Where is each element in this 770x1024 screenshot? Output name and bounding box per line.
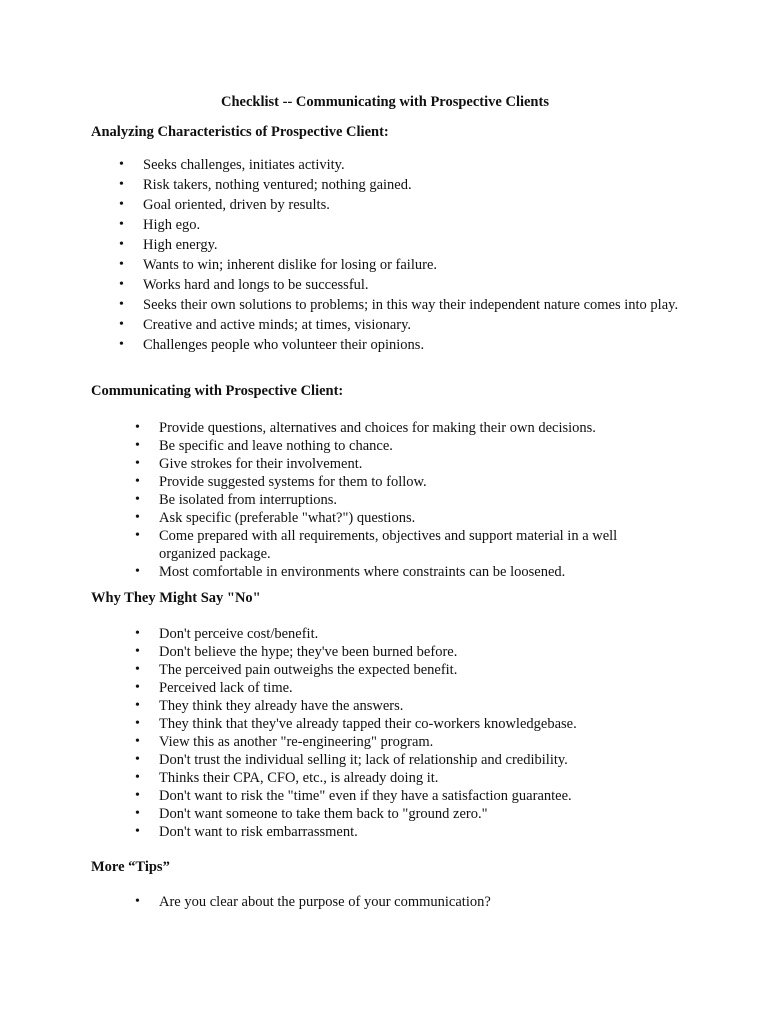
bullet-icon: • [135, 420, 140, 435]
section-heading-why-no: Why They Might Say "No" [91, 590, 261, 606]
list-item [119, 236, 683, 254]
list-item-text: Risk takers, nothing ventured; nothing gained. [143, 177, 412, 193]
bullet-icon: • [135, 716, 140, 731]
bullet-icon: • [135, 528, 140, 543]
list-item-text: Ask specific (preferable "what?") questions. [159, 510, 416, 526]
list-item-text: Be specific and leave nothing to chance. [159, 438, 393, 454]
list-item [135, 437, 659, 455]
list-item-text: Don't want to risk the "time" even if they have a satisfaction guarantee. [159, 788, 572, 804]
list-item [119, 336, 683, 354]
bullet-icon: • [135, 474, 140, 489]
list-item-text: Don't want someone to take them back to "ground zero." [159, 806, 488, 822]
list-item [135, 679, 679, 697]
bullet-icon: • [135, 894, 140, 909]
bullet-icon: • [135, 788, 140, 803]
list-item-text: Don't trust the individual selling it; lack of relationship and credibility. [159, 752, 568, 768]
list-item-text: Wants to win; inherent dislike for losing or failure. [143, 257, 438, 273]
list-item [135, 715, 679, 733]
list-item-text: Seeks challenges, initiates activity. [143, 157, 345, 173]
bullet-icon: • [119, 277, 124, 292]
list-item-text: They think that they've already tapped their co-workers knowledgebase. [159, 716, 577, 732]
list-item [135, 509, 659, 527]
list-item-text: Don't perceive cost/benefit. [159, 626, 319, 642]
bullet-icon: • [119, 317, 124, 332]
bullet-icon: • [135, 806, 140, 821]
list-item-text: The perceived pain outweighs the expected benefit. [159, 662, 458, 678]
section-heading-characteristics: Analyzing Characteristics of Prospective Client: [91, 124, 389, 140]
list-item [135, 769, 679, 787]
bullet-icon: • [135, 662, 140, 677]
list-item [135, 643, 679, 661]
list-item-text: Provide questions, alternatives and choices for making their own decisions. [159, 420, 596, 436]
list-item [135, 661, 679, 679]
list-item [119, 216, 683, 234]
list-item [135, 625, 679, 643]
bullet-icon: • [119, 157, 124, 172]
bullet-icon: • [135, 824, 140, 839]
list-item-text: They think they already have the answers. [159, 698, 404, 714]
section-heading-tips: More “Tips” [91, 859, 170, 875]
communicating-list [135, 419, 659, 581]
bullet-icon: • [135, 626, 140, 641]
list-item [135, 455, 659, 473]
bullet-icon: • [119, 177, 124, 192]
bullet-icon: • [119, 257, 124, 272]
list-item [135, 491, 659, 509]
bullet-icon: • [119, 337, 124, 352]
list-item-text: Most comfortable in environments where constraints can be loosened. [159, 564, 566, 580]
characteristics-list [119, 156, 683, 356]
page-title: Checklist -- Communicating with Prospective Clients [221, 94, 549, 110]
list-item-text: Works hard and longs to be successful. [143, 277, 369, 293]
list-item-text: Don't believe the hype; they've been burned before. [159, 644, 458, 660]
bullet-icon: • [119, 217, 124, 232]
bullet-icon: • [135, 456, 140, 471]
list-item-text: Come prepared with all requirements, objectives and support material in a well organized package. [159, 528, 618, 562]
section-heading-communicating: Communicating with Prospective Client: [91, 383, 344, 399]
bullet-icon: • [119, 197, 124, 212]
list-item [135, 823, 679, 841]
list-item [135, 527, 659, 563]
bullet-icon: • [135, 752, 140, 767]
list-item-text: Give strokes for their involvement. [159, 456, 363, 472]
list-item [119, 256, 683, 274]
list-item [119, 316, 683, 334]
bullet-icon: • [135, 680, 140, 695]
bullet-icon: • [119, 297, 124, 312]
list-item [135, 751, 679, 769]
bullet-icon: • [135, 644, 140, 659]
bullet-icon: • [135, 492, 140, 507]
list-item-text: Thinks their CPA, CFO, etc., is already doing it. [159, 770, 439, 786]
list-item [135, 733, 679, 751]
list-item [119, 276, 683, 294]
bullet-icon: • [135, 734, 140, 749]
list-item-text: Goal oriented, driven by results. [143, 197, 330, 213]
list-item [119, 176, 683, 194]
tips-list [135, 893, 679, 911]
list-item [135, 787, 679, 805]
list-item-text: Challenges people who volunteer their opinions. [143, 337, 425, 353]
list-item-text: Are you clear about the purpose of your communication? [159, 894, 491, 910]
bullet-icon: • [135, 564, 140, 579]
bullet-icon: • [119, 237, 124, 252]
list-item [135, 419, 659, 437]
list-item [135, 697, 679, 715]
list-item-text: Creative and active minds; at times, visionary. [143, 317, 412, 333]
list-item-text: Perceived lack of time. [159, 680, 293, 696]
list-item-text: High ego. [143, 217, 201, 233]
bullet-icon: • [135, 510, 140, 525]
list-item [135, 473, 659, 491]
list-item-text: High energy. [143, 237, 218, 253]
list-item [119, 156, 683, 174]
list-item-text: View this as another "re-engineering" program. [159, 734, 434, 750]
list-item [135, 563, 659, 581]
list-item [119, 296, 683, 314]
list-item [119, 196, 683, 214]
why-no-list [135, 625, 679, 841]
list-item-text: Be isolated from interruptions. [159, 492, 337, 508]
bullet-icon: • [135, 770, 140, 785]
list-item-text: Provide suggested systems for them to follow. [159, 474, 427, 490]
list-item [135, 893, 679, 911]
list-item-text: Seeks their own solutions to problems; in this way their independent nature comes into play. [143, 297, 679, 313]
list-item [135, 805, 679, 823]
bullet-icon: • [135, 698, 140, 713]
list-item-text: Don't want to risk embarrassment. [159, 824, 358, 840]
bullet-icon: • [135, 438, 140, 453]
